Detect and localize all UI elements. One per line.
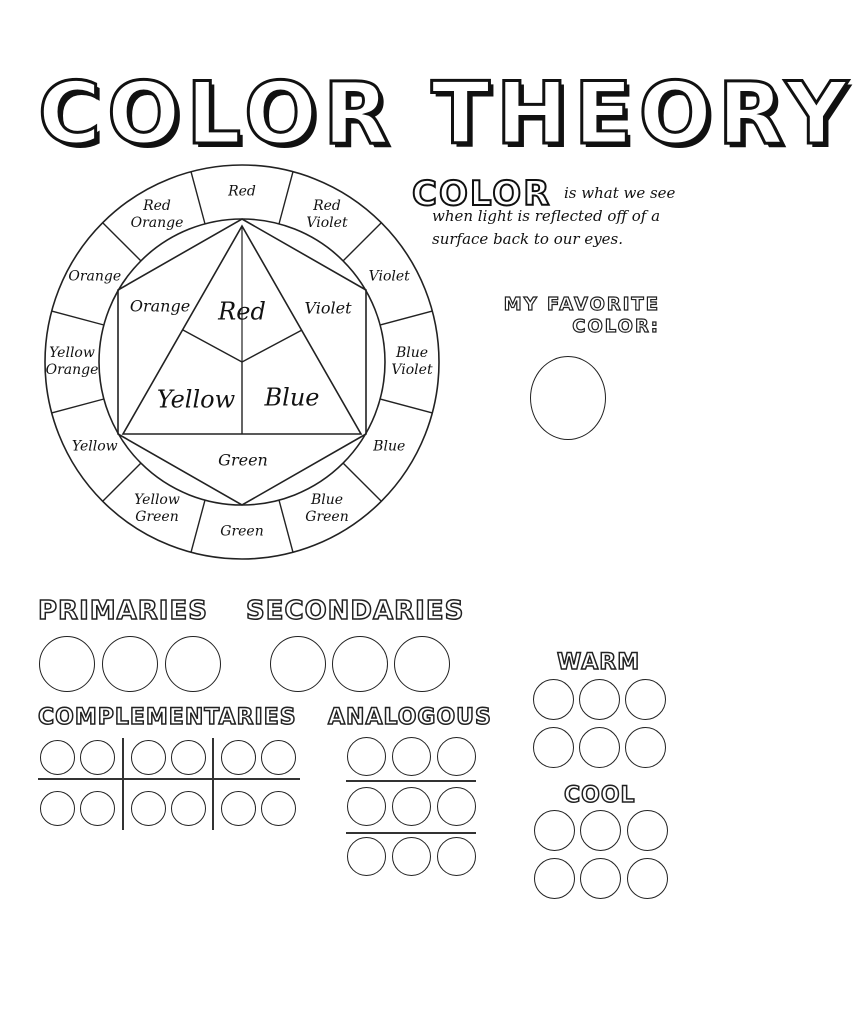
- complementaries-divider-h: [38, 778, 300, 780]
- secondary-green-label: Green: [218, 450, 268, 470]
- wheel-spoke: [380, 399, 432, 413]
- analogous-circle[interactable]: [392, 787, 431, 826]
- wheel-ring-label: Orange: [68, 268, 122, 285]
- cool-circle[interactable]: [627, 858, 668, 899]
- complementaries-divider-v: [122, 738, 124, 830]
- color-word-title: COLOR: [412, 174, 552, 214]
- complementary-circle[interactable]: [261, 791, 296, 826]
- secondary-violet-label: Violet: [304, 298, 352, 318]
- definition-line-1: is what we see: [564, 184, 676, 202]
- analogous-circle[interactable]: [392, 737, 431, 776]
- analogous-circle[interactable]: [392, 837, 431, 876]
- complementary-circle[interactable]: [261, 740, 296, 775]
- secondary-circle[interactable]: [332, 636, 388, 692]
- wheel-spoke: [380, 311, 432, 325]
- cool-circle[interactable]: [534, 810, 575, 851]
- wheel-ring-label: Violet: [368, 268, 410, 285]
- complementary-circle[interactable]: [221, 791, 256, 826]
- wheel-spoke: [191, 172, 205, 224]
- complementary-circle[interactable]: [80, 791, 115, 826]
- complementary-circle[interactable]: [171, 791, 206, 826]
- complementaries-divider-v: [212, 738, 214, 830]
- cool-circle[interactable]: [580, 858, 621, 899]
- warm-circle[interactable]: [579, 727, 620, 768]
- wheel-ring-label: Red Orange: [130, 197, 184, 231]
- color-definition: [432, 182, 732, 251]
- complementary-circle[interactable]: [80, 740, 115, 775]
- analogous-circle[interactable]: [347, 737, 386, 776]
- wheel-ring-label: Yellow Green: [134, 492, 180, 526]
- secondary-orange-label: Orange: [129, 296, 191, 316]
- wheel-spoke: [343, 223, 381, 261]
- analogous-circle[interactable]: [437, 787, 476, 826]
- primary-circle[interactable]: [165, 636, 221, 692]
- primaries-title: PRIMARIES: [38, 596, 208, 626]
- favorite-color-oval[interactable]: [530, 356, 606, 440]
- analogous-title: ANALOGOUS: [328, 705, 492, 730]
- warm-circle[interactable]: [625, 727, 666, 768]
- analogous-circle[interactable]: [347, 787, 386, 826]
- wheel-ring-label: Blue Green: [305, 492, 349, 526]
- complementary-circle[interactable]: [131, 791, 166, 826]
- primary-blue-label: Blue: [264, 383, 320, 412]
- complementary-circle[interactable]: [40, 740, 75, 775]
- warm-circle[interactable]: [533, 679, 574, 720]
- favorite-color-title: MY FAVORITE COLOR:: [503, 294, 660, 337]
- wheel-ring-label: Yellow Orange: [45, 345, 99, 378]
- wheel-ring-label: Red: [228, 183, 256, 200]
- definition-line-2: when light is reflected off of a: [432, 207, 661, 225]
- wheel-ring-label: Green: [220, 523, 264, 540]
- analogous-circle[interactable]: [347, 837, 386, 876]
- primary-circle[interactable]: [39, 636, 95, 692]
- page-title: COLOR THEORY: [38, 64, 854, 164]
- cool-circle[interactable]: [580, 810, 621, 851]
- wheel-spoke: [279, 172, 293, 224]
- wheel-ring-label: Red Violet: [306, 197, 348, 231]
- secondaries-title: SECONDARIES: [246, 596, 465, 626]
- primary-red-label: Red: [218, 297, 266, 326]
- analogous-circle[interactable]: [437, 837, 476, 876]
- definition-line-3: surface back to our eyes.: [432, 230, 624, 248]
- secondary-circle[interactable]: [270, 636, 326, 692]
- primary-circle[interactable]: [102, 636, 158, 692]
- warm-circle[interactable]: [579, 679, 620, 720]
- complementary-circle[interactable]: [131, 740, 166, 775]
- complementary-circle[interactable]: [40, 791, 75, 826]
- cool-title: COOL: [564, 783, 636, 808]
- warm-title: WARM: [557, 650, 641, 675]
- complementaries-title: COMPLEMENTARIES: [38, 705, 297, 730]
- primary-yellow-label: Yellow: [156, 385, 236, 414]
- cool-circle[interactable]: [534, 858, 575, 899]
- wheel-spoke: [52, 311, 104, 325]
- wheel-spoke: [279, 500, 293, 552]
- analogous-divider: [346, 780, 476, 782]
- wheel-spoke: [52, 399, 104, 413]
- analogous-circle[interactable]: [437, 737, 476, 776]
- warm-circle[interactable]: [533, 727, 574, 768]
- warm-circle[interactable]: [625, 679, 666, 720]
- wheel-spoke: [343, 463, 381, 501]
- complementary-circle[interactable]: [221, 740, 256, 775]
- complementary-circle[interactable]: [171, 740, 206, 775]
- wheel-ring-label: Blue Violet: [391, 345, 433, 378]
- wheel-spoke: [191, 500, 205, 552]
- wheel-ring-label: Yellow: [71, 438, 118, 455]
- analogous-divider: [346, 832, 476, 834]
- wheel-ring-label: Blue: [373, 438, 406, 455]
- cool-circle[interactable]: [627, 810, 668, 851]
- secondary-circle[interactable]: [394, 636, 450, 692]
